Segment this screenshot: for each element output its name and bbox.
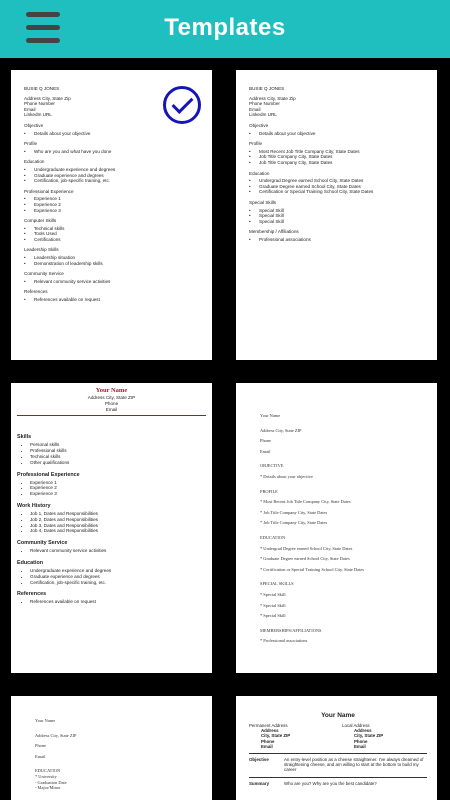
- resume-name: Your Name: [35, 718, 56, 723]
- page-title: Templates: [164, 14, 286, 41]
- summary-row: Summary Who are you? Why are you the best candidate?: [249, 777, 427, 786]
- local-address-block: Local Address Address City, State ZIP Phone Email: [342, 723, 384, 749]
- template-card-3[interactable]: Your Name Address City, State ZIP Phone Email Skills • Personal skills • Professional skills • Technical skills • Other qualifications Professional Experience • Experience 1 • Experience 2 • Experience 3 Work History • Job 1, Dates and Responsibilities • Job 2, Dates and Responsibilities • Job 3, Dates and Responsibilities • Job 4, Dates and Responsibilities Community Service • Relevant community service activities Education • Undergraduate experience and degrees • Graduate experience and degrees • Certification, job-specific training, etc. References • References available on request: [11, 383, 212, 673]
- resume-name: BUSIE Q JONES: [24, 86, 60, 91]
- template-card-5[interactable]: Your Name Address City, State ZIP Phone Email EDUCATION * University - Graduation Date - Major/Minor: [11, 696, 212, 800]
- resume-name: Your Name: [321, 712, 355, 719]
- resume-name: BUSIE Q JONES: [249, 86, 285, 91]
- selected-check-icon: [163, 86, 201, 124]
- resume-name: Your Name: [260, 413, 281, 418]
- objective-row: Objective An entry-level position as a cheese straightener. I've always dreamed of straightening cheese, and am willing to start at the bottom to build my career: [249, 753, 427, 773]
- template-card-4[interactable]: Your Name Address City, State ZIP Phone Email OBJECTIVE * Details about your objective PROFILE * Most Recent Job Title Company City, State Dates * Job Title Company City, State Dates * Job Title Company City, State Dates EDUCATION * Undergrad Degree earned School City, State Dates * Graduate Degree earned School City, State Dates * Certification or Special Training School City, State Dates SPECIAL SKILLS * Special Skill * Special Skill * Special Skill MEMBERSHIPS/AFFILIATIONS * Professional associations: [236, 383, 437, 673]
- resume-name: Your Name: [95, 387, 128, 394]
- app-bar: [0, 0, 450, 58]
- template-card-2[interactable]: BUSIE Q JONES Address City, State Zip Phone Number Email LinkedIn URL Objective • Details about your objective Profile • Most Recent Job Title Company City, State Dates • Job Title Company City, State Dates • Job Title Company City, State Dates Education • Undergrad Degree earned School City, State Dates • Graduate Degree earned School City, State Dates • Certification or Special Training School City, State Dates Special Skills • Special Skill • Special Skill • Special Skill Membership / Affiliations • Professional associations: [236, 70, 437, 360]
- permanent-address-block: Permanent Address Address City, State ZIP Phone Email: [249, 723, 291, 749]
- template-card-6[interactable]: [236, 696, 437, 800]
- template-card-1[interactable]: BUSIE Q JONES Address City, State Zip Phone Number Email LinkedIn URL Objective • Details about your objective Profile • Who are you and what have you done Education • Undergraduate experience and degrees • Graduate experience and degrees • Certification, job-specific training, etc. Professional Experience • Experience 1 • Experience 2 • Experience 3 Computer Skills • Technical skills • Tools Used • Certifications Leadership Skills • Leadership situation • Demonstration of leadership skills Community Service • Relevant community service activities References • References available on request: [11, 70, 212, 360]
